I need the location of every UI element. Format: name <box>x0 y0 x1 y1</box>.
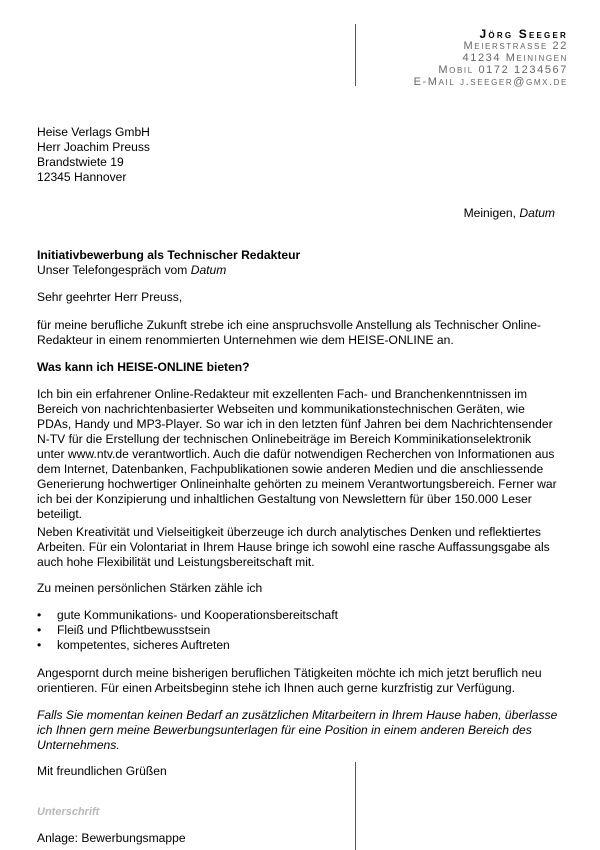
paragraph-line: N-TV für die Erstellung der technischen Onlinebeiträge im Bereich Komminikationselektronik <box>37 432 532 446</box>
sender-mobile: Mobil 0172 1234567 <box>438 64 568 76</box>
salutation: Sehr geehrter Herr Preuss, <box>37 290 183 304</box>
recipient-address-block <box>37 125 567 185</box>
strengths-list <box>37 608 567 653</box>
subject-title: Initiativbewerbung als Technischer Redakteur <box>37 248 301 262</box>
list-item <box>37 638 567 653</box>
bullet-icon: • <box>37 638 42 652</box>
sender-city: 41234 Meiningen <box>462 52 568 64</box>
place-text: Meinigen, <box>463 206 520 220</box>
paragraph-line: dem Internet, Datenbanken, Fachpublikationen sowie anderen Medien und die anschliessende <box>37 462 544 476</box>
alternative-paragraph <box>37 708 567 753</box>
paragraph-line: Neben Kreativität und Vielseitigkeit überzeuge ich durch analytisches Denken und reflektiertes <box>37 525 541 539</box>
paragraph-line: Falls Sie momentan keinen Bedarf an zusätzlichen Mitarbeitern in Ihrem Hause haben, überlasse <box>37 708 558 722</box>
paragraph-line: für meine berufliche Zukunft strebe ich eine anspruchsvolle Anstellung als Technischer Online- <box>37 318 541 332</box>
paragraph-line: orientieren. Für einen Arbeitsbeginn stehe ich Ihnen auch gerne kurzfristig zur Verfügung. <box>37 681 515 695</box>
subject-block <box>37 248 567 278</box>
recipient-person: Herr Joachim Preuss <box>37 140 150 154</box>
paragraph-line: Redakteur in einem renommierten Unternehmen wie dem HEISE-ONLINE an. <box>37 333 454 347</box>
section-heading: Was kann ich HEISE-ONLINE bieten? <box>37 360 250 374</box>
intro-paragraph <box>37 318 567 348</box>
sender-address-block <box>414 28 568 88</box>
bullet-icon: • <box>37 608 42 622</box>
header-divider-line <box>355 24 356 86</box>
recipient-company: Heise Verlags GmbH <box>37 125 150 139</box>
place-date-line <box>464 206 555 221</box>
paragraph-line: auch hohe Flexibilität und Leistungsbereitschaft mit. <box>37 555 315 569</box>
paragraph-line: beteiligt. <box>37 507 83 521</box>
sender-street: Meierstrasse 22 <box>463 40 568 52</box>
subject-reference <box>37 263 567 278</box>
reference-date: Datum <box>190 263 227 277</box>
enclosure-line: Anlage: Bewerbungsmappe <box>37 831 186 845</box>
list-item-text: kompetentes, sicheres Auftreten <box>57 638 230 652</box>
paragraph-line: Generierung hochwertiger Onlineinhalte gehörten zu meinem Verantwortungsbereich. Ferner war <box>37 477 557 491</box>
paragraph-line: Unternehmens. <box>37 738 120 752</box>
paragraph-line: Angespornt durch meine bisherigen beruflichen Tätigkeiten möchte ich mich jetzt beruflich neu <box>37 666 542 680</box>
list-item <box>37 608 567 623</box>
strengths-intro: Zu meinen persönlichen Stärken zähle ich <box>37 581 263 595</box>
paragraph-line: ich Ihnen gern meine Bewerbungsunterlagen für eine Position in einem anderen Bereich des <box>37 723 532 737</box>
paragraph-line: unter www.ntv.de verantwortlich. Auch die dafür notwendigen Recherchen von Informationen aus <box>37 447 555 461</box>
reference-prefix: Unser Telefongespräch vom <box>37 263 191 277</box>
list-item-text: gute Kommunikations- und Kooperationsbereitschaft <box>57 608 339 622</box>
experience-paragraph <box>37 387 567 522</box>
date-placeholder: Datum <box>519 206 555 220</box>
paragraph-line: PDAs, Handy und MP3-Player. So war ich in den letzten fünf Jahren bei dem Nachrichtensender <box>37 417 553 431</box>
recipient-street: Brandstwiete 19 <box>37 155 124 169</box>
sender-name: Jörg Seeger <box>479 27 568 41</box>
paragraph-line: Bereich von nachrichtenbasierter Webseiten und kommunikationstechnischen Geräten, wie <box>37 402 525 416</box>
sender-email: E-Mail j.seeger@gmx.de <box>413 76 568 88</box>
closing-greeting: Mit freundlichen Grüßen <box>37 764 167 778</box>
paragraph-line: Arbeiten. Für ein Volontariat in Ihrem Hause bringe ich sowohl eine rasche Auffassungsgabe als <box>37 540 550 554</box>
bullet-icon: • <box>37 623 42 637</box>
recipient-city: 12345 Hannover <box>37 170 127 184</box>
motivation-paragraph <box>37 666 567 696</box>
paragraph-line: Ich bin ein erfahrener Online-Redakteur mit exzellenten Fach- und Branchenkenntnissen im <box>37 387 528 401</box>
skills-paragraph <box>37 525 567 570</box>
list-item-text: Fleiß und Pflichtbewusstsein <box>57 623 211 637</box>
paragraph-line: ich bei der Konzipierung und inhaltlichen Gestaltung von Newslettern für über 150.000 Leser <box>37 492 532 506</box>
list-item <box>37 623 567 638</box>
signature-placeholder: Unterschrift <box>37 806 100 818</box>
